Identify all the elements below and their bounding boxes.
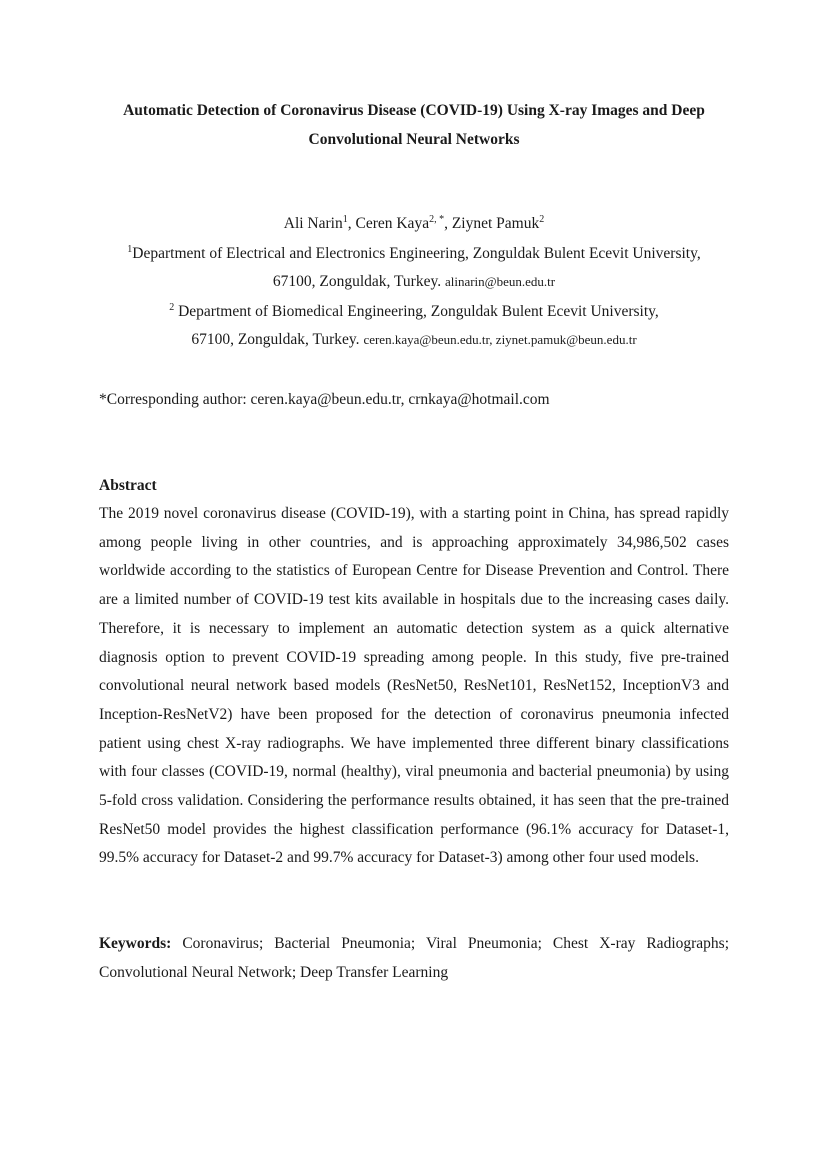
keywords-text: Coronavirus; Bacterial Pneumonia; Viral Pneumonia; Chest X-ray Radiographs; Convolutional Neural Network; Deep Transfer Learning <box>99 935 730 981</box>
affiliation-2 <box>60 298 768 354</box>
keywords <box>99 930 729 987</box>
author-affiliation-mark: 2 <box>539 213 545 225</box>
affiliation-mark: 1 <box>127 243 133 255</box>
author-affiliation-mark: 2, * <box>429 213 445 225</box>
affiliation-line <box>60 240 768 268</box>
author-affiliation-mark: 1 <box>342 213 348 225</box>
affiliation-department: Department of Electrical and Electronics Engineering, Zonguldak Bulent Ecevit University, <box>132 245 701 262</box>
author-name: Ali Narin <box>283 215 343 232</box>
affiliation-department: Department of Biomedical Engineering, Zonguldak Bulent Ecevit University, <box>178 303 659 320</box>
affiliation-line <box>60 326 768 354</box>
abstract-heading: Abstract <box>99 477 157 494</box>
affiliation-line <box>60 268 768 296</box>
author-name: Ziynet Pamuk <box>451 215 540 232</box>
affiliation-line <box>60 298 768 326</box>
affiliation-email: ceren.kaya@beun.edu.tr, ziynet.pamuk@beun.edu.tr <box>363 332 637 347</box>
corresponding-author: *Corresponding author: ceren.kaya@beun.edu.tr, crnkaya@hotmail.com <box>99 391 550 408</box>
affiliation-email: alinarin@beun.edu.tr <box>444 274 556 289</box>
affiliation-address: 67100, Zonguldak, Turkey. <box>191 331 360 348</box>
author-list: Ali Narin$^1$, Ceren Kaya$^{2, *}$, Ziynet Pamuk$^2$ <box>283 213 545 232</box>
affiliation-mark: 2 <box>169 301 175 313</box>
keywords-label: Keywords: <box>99 935 172 952</box>
author-name: Ceren Kaya <box>355 215 430 232</box>
abstract-body: The 2019 novel coronavirus disease (COVID-19), with a starting point in China, has spread rapidly among people living in other countries, and is approaching approximately 34,986,502 cases worldwide according to the statistics of European Centre for Disease Prevention and Control. There are a limited number of COVID-19 test kits available in hospitals due to the increasing cases daily. Therefore, it is necessary to implement an automatic detection system as a quick alternative diagnosis option to prevent COVID-19 spreading among people. In this study, five pre-trained convolutional neural network based models (ResNet50, ResNet101, ResNet152, InceptionV3 and Inception-ResNetV2) have been proposed for the detection of coronavirus pneumonia infected patient using chest X-ray radiographs. We have implemented three different binary classifications with four classes (COVID-19, normal (healthy), viral pneumonia and bacterial pneumonia) by using 5-fold cross validation. Considering the performance results obtained, it has seen that the pre-trained ResNet50 model provides the highest classification performance (96.1% accuracy for Dataset-1, 99.5% accuracy for Dataset-2 and 99.7% accuracy for Dataset-3) among other four used models. <box>99 505 729 867</box>
affiliation-address: 67100, Zonguldak, Turkey. <box>272 273 442 290</box>
paper-title: Automatic Detection of Coronavirus Disease (COVID-19) Using X-ray Images and Deep Convolutional Neural Networks <box>123 102 705 148</box>
affiliation-1 <box>60 240 768 296</box>
